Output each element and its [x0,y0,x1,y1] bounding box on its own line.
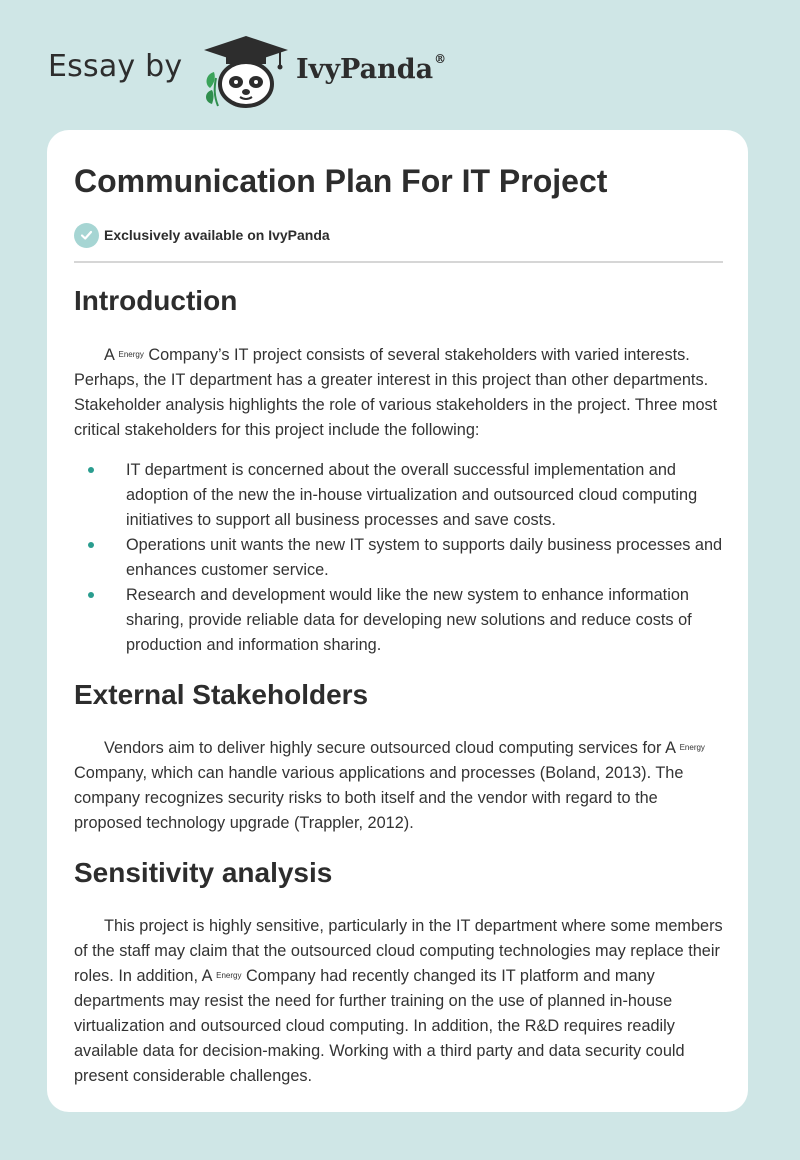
energy-mark: Energy [679,743,705,752]
essay-by-label: Essay by [48,49,183,84]
paragraph-text: Company, which can handle various applications and processes (Boland, 2013). The company recognizes security risks to both itself and the vendor with regard to the proposed technology upgrade (Trappler, 2012). [74,764,684,832]
bullet-icon [88,592,94,598]
energy-mark: Energy [118,350,144,359]
paragraph-text: A [104,346,119,364]
list-item [74,533,724,583]
site-header [0,0,800,130]
section-heading-introduction: Introduction [74,285,238,316]
paragraph-text: Company’s IT project consists of several stakeholders with varied interests. Perhaps, the IT department has a greater interest in this project than other departments. Stakeholder analysis highlights the role of various stakeholders in the project. Three most critical stakeholders for this project include the following: [74,346,718,439]
bullet-icon [88,467,94,473]
energy-mark: Energy [216,971,242,980]
title-divider [74,261,723,263]
exclusive-label: Exclusively available on IvyPanda [104,227,330,243]
stakeholder-list [74,458,724,658]
sensitivity-analysis-paragraph [74,914,724,1089]
list-item-text: IT department is concerned about the overall successful implementation and adoption of the new the in-house virtualization and outsourced cloud computing initiatives to support all business processes and save costs. [126,461,698,529]
exclusive-badge [74,222,330,248]
registered-mark: ® [434,52,447,66]
section-heading-external-stakeholders: External Stakeholders [74,679,369,710]
introduction-paragraph [74,343,724,443]
essay-card [47,130,748,1112]
brand-label: IvyPanda [296,54,434,85]
paragraph-text: Company had recently changed its IT platform and many departments may resist the need for further training on the use of planned in-house virtualization and outsourced cloud computing. In addition, the R&D requires readily available data for decision-making. Working with a third party and data security could present considerable challenges. [74,967,685,1085]
ivypanda-logo-icon[interactable] [200,34,292,110]
brand-name[interactable] [296,54,446,85]
paragraph-text: This project is highly sensitive, particularly in the IT department where some members of the staff may claim that the outsourced cloud computing technologies may replace their roles. In addition, A [74,917,723,985]
check-circle-icon [74,223,99,248]
section-heading-sensitivity-analysis: Sensitivity analysis [74,857,333,888]
paragraph-text: Vendors aim to deliver highly secure outsourced cloud computing services for A [104,739,680,757]
list-item-text: Research and development would like the new system to enhance information sharing, provide reliable data for developing new solutions and reduce costs of production and information sharing. [126,586,692,654]
page-title: Communication Plan For IT Project [74,163,608,199]
external-stakeholders-paragraph [74,736,724,836]
list-item [74,458,724,533]
list-item [74,583,724,658]
list-item-text: Operations unit wants the new IT system to supports daily business processes and enhances customer service. [126,536,723,579]
bullet-icon [88,542,94,548]
